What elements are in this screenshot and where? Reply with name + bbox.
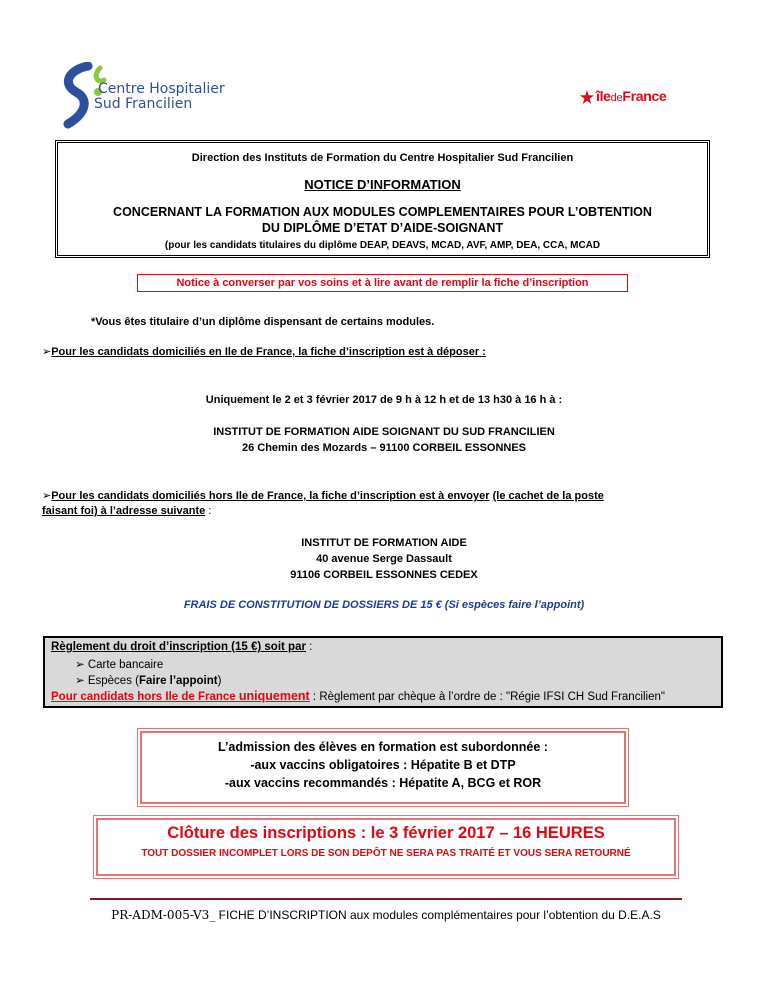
subtitle-note: (pour les candidats titulaires du diplôme DEAP, DEAVS, MCAD, AVF, AMP, DEA, CCA, MCAD [164, 240, 601, 251]
arrow-icon: ➢ [42, 490, 52, 502]
subtitle-line-1: CONCERNANT LA FORMATION AUX MODULES COMPLEMENTAIRES POUR L’OBTENTION [113, 205, 652, 219]
closure-box [96, 818, 676, 876]
admission-line-1: L’admission des élèves en formation est subordonnée : [218, 740, 548, 754]
header-box [55, 140, 710, 258]
payment-cheque-red-emphasis: uniquement [238, 689, 310, 703]
star-icon [580, 90, 594, 104]
brand-de: de [610, 92, 623, 104]
non-idf-heading-text-2: (le cachet de la poste [492, 490, 604, 502]
non-idf-heading [42, 489, 604, 502]
admission-line-3: -aux vaccins recommandés : Hépatite A, BCG et ROR [224, 776, 542, 790]
holder-note: *Vous êtes titulaire d’un diplôme dispensant de certains modules. [91, 316, 435, 328]
payment-cheque-rest: : Règlement par chèque à l’ordre de : "Régie IFSI CH Sud Francilien" [309, 691, 665, 703]
admission-box [140, 731, 626, 804]
arrow-icon: ➢ [42, 346, 52, 358]
payment-item-card [75, 657, 163, 671]
non-idf-heading-text-3: faisant foi) à l’adresse suivante [42, 505, 206, 517]
direction-line: Direction des Instituts de Formation du Centre Hospitalier Sud Francilien [191, 152, 574, 164]
arrow-icon: ➢ [75, 675, 88, 687]
non-idf-address-line-1: INSTITUT DE FORMATION AIDE [301, 537, 467, 549]
idf-schedule: Uniquement le 2 et 3 février 2017 de 9 h à 12 h et de 13 h30 à 16 h à : [205, 394, 563, 406]
page-title: NOTICE D’INFORMATION [304, 177, 461, 192]
payment-cheque-red: Pour candidats hors Ile de France [51, 691, 239, 703]
chsf-logo [58, 62, 248, 132]
payment-item-cash-prefix: Espèces ( [87, 675, 139, 687]
payment-item-cash-bold: Faire l’appoint [138, 675, 218, 687]
payment-title-colon: : [305, 641, 313, 653]
non-idf-address-line-3: 91106 CORBEIL ESSONNES CEDEX [290, 569, 478, 581]
idf-heading [42, 345, 486, 358]
logo-line-2: Sud Francilien [94, 96, 193, 112]
fees-line: FRAIS DE CONSTITUTION DE DOSSIERS DE 15 € (Si espèces faire l’appoint) [183, 599, 585, 611]
payment-title [51, 641, 312, 653]
closure-title: Clôture des inscriptions : le 3 février 2017 – 16 HEURES [167, 824, 605, 842]
admission-line-2: -aux vaccins obligatoires : Hépatite B et DTP [250, 758, 516, 772]
payment-title-text: Règlement du droit d’inscription (15 €) soit par [51, 641, 306, 653]
logo-line-1: Centre Hospitalier [98, 81, 225, 97]
brand-ile: île [596, 88, 611, 104]
non-idf-heading-text-1: Pour les candidats domiciliés hors Ile de France, la fiche d’inscription est à envoyer [51, 490, 490, 502]
subtitle-line-2: DU DIPLÔME D’ETAT D’AIDE-SOIGNANT [261, 221, 504, 235]
footer-code: PR-ADM-005-V3_ [111, 908, 216, 922]
footer-text: FICHE D’INSCRIPTION aux modules complémentaires pour l’obtention du D.E.A.S [215, 908, 661, 922]
arrow-icon: ➢ [75, 659, 88, 671]
idf-heading-text: Pour les candidats domiciliés en Ile de France, la fiche d’inscription est à déposer : [51, 346, 486, 358]
footer [90, 908, 682, 922]
footer-divider [90, 898, 682, 900]
closure-subtitle: TOUT DOSSIER INCOMPLET LORS DE SON DEPÔT NE SERA PAS TRAITÉ ET VOUS SERA RETOURNÉ [141, 848, 631, 859]
payment-item-cash [75, 673, 221, 687]
payment-cheque-line [51, 689, 665, 703]
red-notice: Notice à converser par vos soins et à lire avant de remplir la fiche d’inscription [137, 274, 628, 292]
non-idf-heading-cont [42, 505, 211, 517]
payment-item-cash-suffix: ) [217, 675, 222, 687]
iledefrance-logo [580, 88, 710, 108]
payment-item-card-text: Carte bancaire [87, 659, 164, 671]
non-idf-address-line-2: 40 avenue Serge Dassault [316, 553, 452, 565]
non-idf-heading-colon: : [205, 505, 212, 517]
idf-address-line-2: 26 Chemin des Mozards – 91100 CORBEIL ESSONNES [241, 442, 527, 454]
brand-france: France [622, 88, 667, 104]
idf-address-line-1: INSTITUT DE FORMATION AIDE SOIGNANT DU SUD FRANCILIEN [213, 426, 555, 438]
payment-box [43, 636, 723, 708]
